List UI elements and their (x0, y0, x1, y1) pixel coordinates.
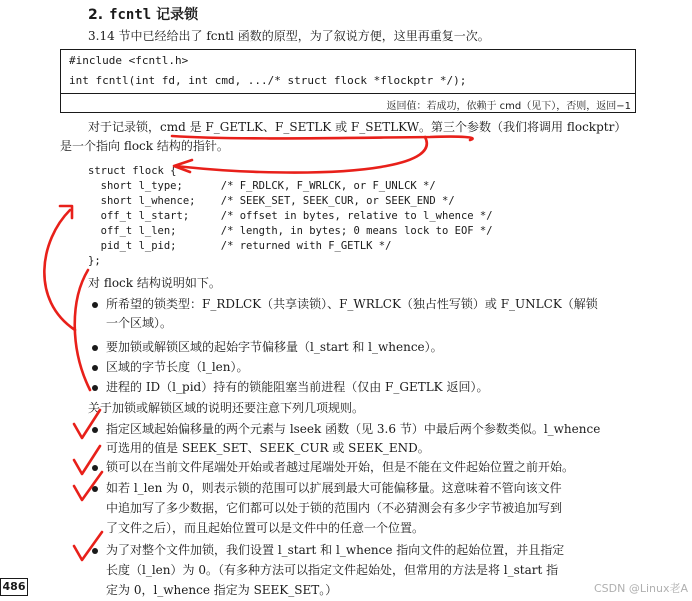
return-value-note: 返回值：若成功，依赖于 cmd（见下），否则，返回−1 (386, 101, 631, 112)
struct-code-line: struct flock { (88, 165, 177, 177)
struct-description: 对 flock 结构说明如下。 (88, 276, 221, 290)
section-heading (88, 4, 198, 24)
struct-code-line: short l_type; /* F_RDLCK, F_WRLCK, or F_UNLCK */ (88, 180, 436, 192)
page-number: 486 (0, 578, 28, 596)
fcntl-signature: int fcntl(int fd, int cmd, .../* struct flock *flockptr */); (69, 74, 467, 87)
bullet-dot (92, 548, 98, 554)
checkmark-stroke (74, 472, 102, 500)
bullet-item-continuation: 一个区域）。 (106, 316, 173, 330)
rule-item: 为了对整个文件加锁，我们设置 l_start 和 l_whence 指向文件的起始位置，并且指定 (106, 543, 565, 557)
prototype-box (60, 49, 636, 113)
bullet-dot (92, 427, 98, 433)
bullet-dot (92, 302, 98, 308)
bullet-dot (92, 385, 98, 391)
prototype-divider (61, 93, 635, 94)
checkmark-stroke (74, 532, 102, 560)
struct-code-line: off_t l_start; /* offset in bytes, relative to l_whence */ (88, 210, 493, 222)
section-api-name: fcntl (109, 7, 152, 23)
rule-item-continuation: 了文件之后），而且起始位置可以是文件中的任意一个位置。 (106, 521, 425, 535)
bullet-dot (92, 465, 98, 471)
struct-code-line: off_t l_len; /* length, in bytes; 0 means lock to EOF */ (88, 225, 493, 237)
bullet-item: 所希望的锁类型：F_RDLCK（共享读锁）、F_WRLCK（独占性写锁）或 F_UNLCK（解锁 (106, 297, 598, 311)
bullet-item: 区域的字节长度（l_len）。 (106, 360, 249, 374)
rule-item: 锁可以在当前文件尾端处开始或者越过尾端处开始，但是不能在文件起始位置之前开始。 (106, 460, 575, 474)
bullet-dot (92, 345, 98, 351)
rule-item-continuation: 定为 0，l_whence 指定为 SEEK_SET。） (106, 583, 338, 597)
section-number: 2. (88, 7, 104, 23)
bullet-dot (92, 486, 98, 492)
arrow-head-stroke (174, 160, 192, 172)
bullet-item: 要加锁或解锁区域的起始字节偏移量（l_start 和 l_whence）。 (106, 340, 443, 354)
struct-code-line: pid_t l_pid; /* returned with F_GETLK */ (88, 240, 392, 252)
rule-item-continuation: 长度（l_len）为 0。（有多种方法可以指定文件起始处，但常用的方法是将 l_start 指 (106, 563, 559, 577)
rule-item-continuation: 可选用的值是 SEEK_SET、SEEK_CUR 或 SEEK_END。 (106, 441, 430, 455)
bullet-dot (92, 365, 98, 371)
rule-item-continuation: 中追加写了多少数据，它们都可以处于锁的范围内（不必猜测会有多少字节被追加写到 (106, 501, 563, 515)
struct-code-line: }; (88, 255, 101, 267)
para1-line2: 是一个指向 flock 结构的指针。 (60, 139, 229, 153)
intro-paragraph: 3.14 节中已经给出了 fcntl 函数的原型，为了叙说方便，这里再重复一次。 (88, 29, 490, 43)
para1-line1: 对于记录锁，cmd 是 F_GETLK、F_SETLK 或 F_SETLKW。第三个参数（我们将调用 flockptr） (88, 120, 627, 134)
rule-item: 指定区域起始偏移量的两个元素与 lseek 函数（见 3.6 节）中最后两个参数类似。l_whence (106, 422, 601, 436)
bracket-arrow-head-stroke (60, 206, 72, 218)
section-title-text: 记录锁 (156, 7, 199, 23)
bracket-arrow-stroke (44, 210, 75, 330)
csdn-watermark: CSDN @Linux老A (593, 582, 688, 595)
bullet-item: 进程的 ID（l_pid）持有的锁能阻塞当前进程（仅由 F_GETLK 返回）。 (106, 380, 489, 394)
rules-intro: 关于加锁或解锁区域的说明还要注意下列几项规则。 (88, 401, 365, 415)
rule-item: 如若 l_len 为 0，则表示锁的范围可以扩展到最大可能偏移量。这意味着不管向该文件 (106, 481, 562, 495)
include-line: #include <fcntl.h> (69, 54, 189, 67)
struct-code-line: short l_whence; /* SEEK_SET, SEEK_CUR, or SEEK_END */ (88, 195, 455, 207)
